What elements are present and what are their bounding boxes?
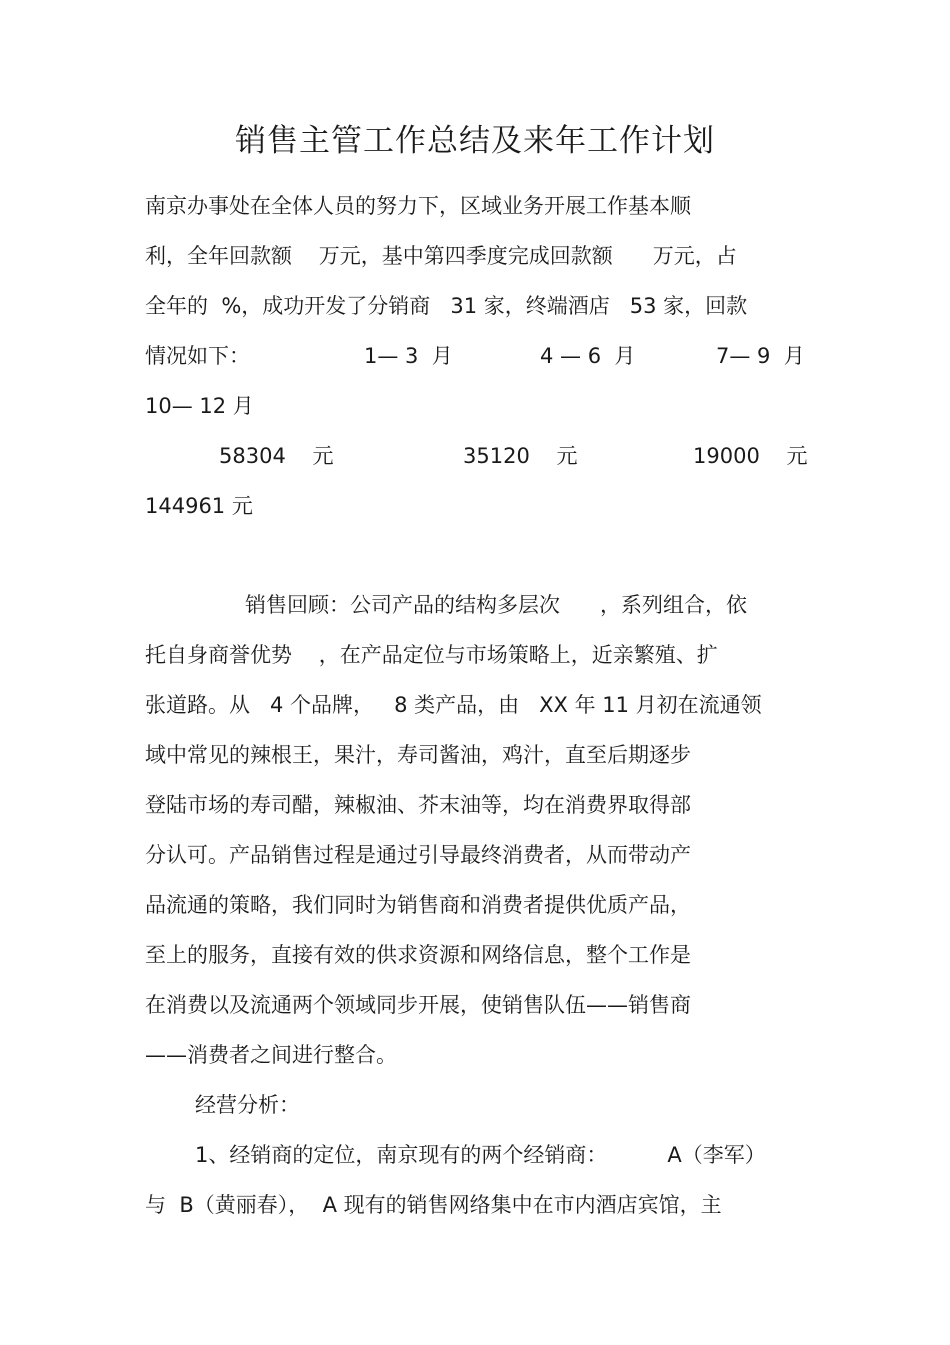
review-line-7: 品流通的策略，我们同时为销售商和消费者提供优质产品，: [145, 893, 691, 917]
intro-line-3: 全年的 %，成功开发了分销商 31 家，终端酒店 53 家，回款: [145, 294, 748, 318]
quarter-label-q1: 1— 3 月: [364, 344, 453, 368]
intro-line-2: 利，全年回款额 万元，基中第四季度完成回款额 万元，占: [145, 244, 737, 268]
quarter-amount-q4: 144961 元: [145, 494, 253, 518]
review-line-4: 域中常见的辣根王，果汁，寿司酱油，鸡汁，直至后期逐步: [145, 743, 691, 767]
analysis-line-1: 1、经销商的定位，南京现有的两个经销商： A（李军）: [195, 1143, 766, 1167]
quarter-label-q3: 7— 9 月: [716, 344, 805, 368]
review-line-3: 张道路。从 4 个品牌， 8 类产品，由 XX 年 11 月初在流通领: [145, 693, 762, 717]
quarter-amount-q2: 35120 元: [463, 444, 578, 468]
quarter-amount-q3: 19000 元: [693, 444, 808, 468]
review-line-5: 登陆市场的寿司醋，辣椒油、芥末油等，均在消费界取得部: [145, 793, 691, 817]
quarter-label-q4: 10— 12 月: [145, 394, 254, 418]
intro-line-4: 情况如下：: [145, 344, 250, 368]
review-line-8: 至上的服务，直接有效的供求资源和网络信息，整个工作是: [145, 943, 691, 967]
quarter-label-q2: 4 — 6 月: [540, 344, 636, 368]
review-line-9: 在消费以及流通两个领域同步开展，使销售队伍——销售商: [145, 993, 691, 1017]
review-line-2: 托自身商誉优势 ，在产品定位与市场策略上，近亲繁殖、扩: [145, 643, 718, 667]
intro-line-1: 南京办事处在全体人员的努力下，区域业务开展工作基本顺: [145, 194, 691, 218]
review-line-1: 销售回顾：公司产品的结构多层次 ，系列组合，依: [245, 593, 748, 617]
analysis-line-2: 与 B（黄丽春）， A 现有的销售网络集中在市内酒店宾馆，主: [145, 1193, 722, 1217]
quarter-amount-q1: 58304 元: [219, 444, 334, 468]
review-line-6: 分认可。产品销售过程是通过引导最终消费者，从而带动产: [145, 843, 691, 867]
review-line-10: ——消费者之间进行整合。: [145, 1043, 397, 1067]
analysis-heading: 经营分析：: [195, 1093, 300, 1117]
document-title: 销售主管工作总结及来年工作计划: [235, 123, 715, 159]
